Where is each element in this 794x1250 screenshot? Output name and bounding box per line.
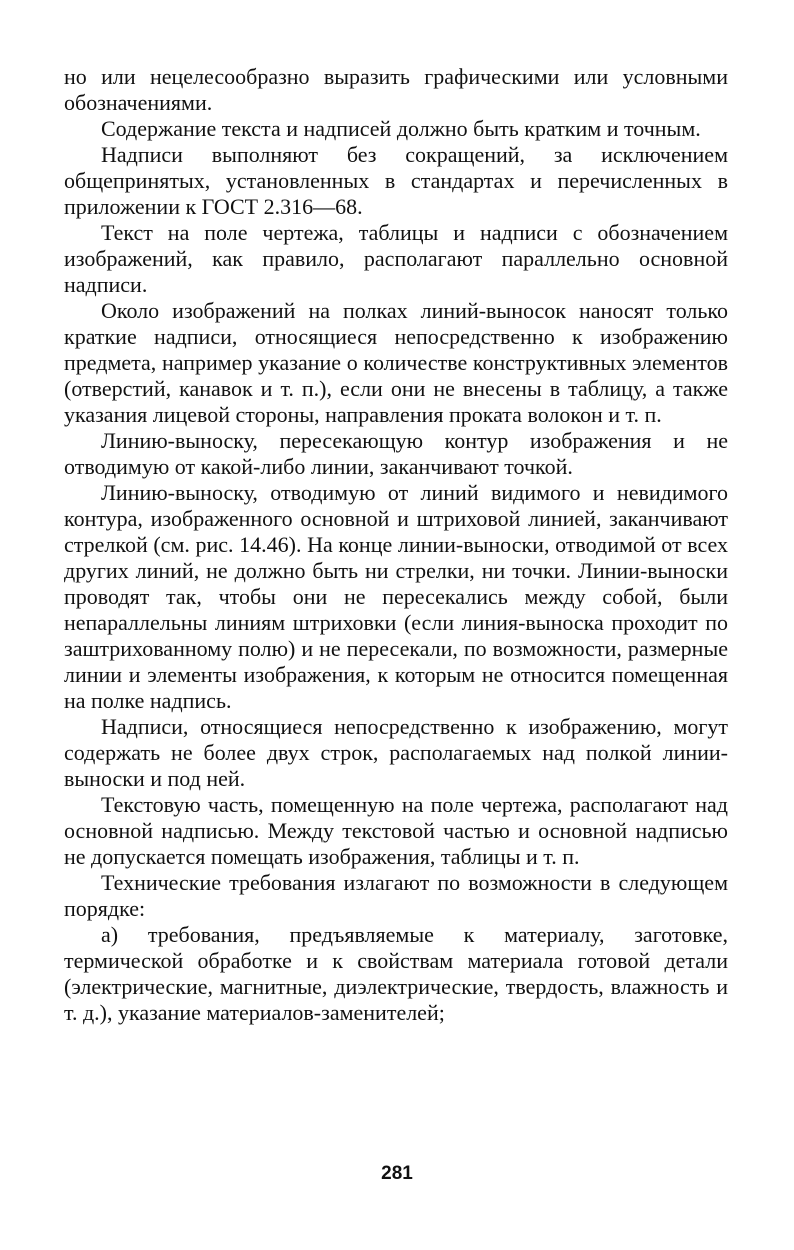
paragraph: Текстовую часть, помещенную на поле чертежа, располагают над основной надписью. Между текстовой частью и основной надписью не допускается помещать изображения, таблицы и т. п.: [64, 792, 728, 869]
paragraph: Содержание текста и надписей должно быть кратким и точным.: [101, 116, 701, 141]
page-number: 281: [381, 1163, 413, 1184]
paragraph: Линию-выноску, отводимую от линий видимого и невидимого контура, изображенного основной и штриховой линией, заканчивают стрелкой (см. рис. 14.46). На конце линии-выноски, отводимой от всех других линий, не должно быть ни стрелки, ни точки. Линии-выноски проводят так, чтобы они не пересекались между собой, были непараллельны линиям штриховки (если линия-выноска проходит по заштрихованному полю) и не пересекали, по возможности, размерные линии и элементы изображения, к которым не относится помещенная на полке надпись.: [64, 480, 728, 713]
paragraph-continuation: но или нецелесообразно выразить графическими или условными обозначениями.: [64, 64, 728, 115]
paragraph: Около изображений на полках линий-выносок наносят только краткие надписи, относящиеся непосредственно к изображению предмета, например указание о количестве конструктивных элементов (отверстий, канавок и т. п.), если они не внесены в таблицу, а также указания лицевой стороны, направления проката волокон и т. п.: [64, 298, 728, 427]
body-text: [64, 64, 728, 1026]
list-item: а) требования, предъявляемые к материалу, заготовке, термической обработке и к свойствам материала готовой детали (электрические, магнитные, диэлектрические, твердость, влажность и т. д.), указание материалов-заменителей;: [64, 922, 728, 1025]
paragraph: Надписи, относящиеся непосредственно к изображению, могут содержать не более двух строк, располагаемых над полкой линии-выноски и под ней.: [64, 714, 728, 791]
paragraph: Технические требования излагают по возможности в следующем порядке:: [64, 870, 728, 921]
paragraph: Текст на поле чертежа, таблицы и надписи с обозначением изображений, как правило, располагают параллельно основной надписи.: [64, 220, 728, 297]
paragraph: Надписи выполняют без сокращений, за исключением общепринятых, установленных в стандартах и перечисленных в приложении к ГОСТ 2.316—68.: [64, 142, 728, 219]
paragraph: Линию-выноску, пересекающую контур изображения и не отводимую от какой-либо линии, заканчивают точкой.: [64, 428, 728, 479]
